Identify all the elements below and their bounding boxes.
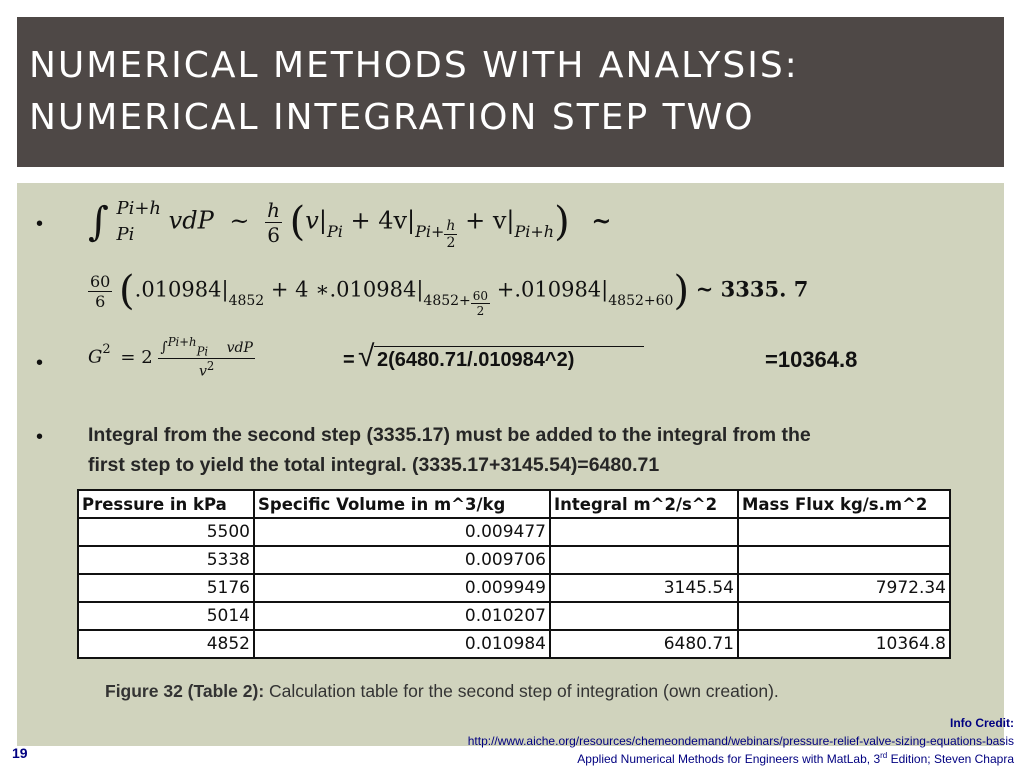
equation-1 — [88, 196, 612, 251]
right-paren: ) — [673, 268, 690, 314]
term-3-sub: 4852+60 — [608, 292, 674, 309]
sqrt-body: 2(6480.71/.010984^2) — [377, 349, 575, 371]
sub-fraction-60-2 — [471, 289, 490, 318]
fraction-numerator: h — [267, 197, 281, 222]
equals-two: = 2 — [120, 346, 153, 368]
cell-integral — [550, 602, 738, 630]
cell-pressure: 5500 — [78, 518, 254, 546]
bullet-1: • — [36, 213, 44, 235]
sub-fraction-numerator: 60 — [472, 288, 489, 303]
title-line-1: NUMERICAL METHODS WITH ANALYSIS: — [29, 45, 799, 86]
sub-fraction-h-2 — [444, 218, 457, 251]
right-paren: ) — [554, 199, 570, 245]
approx-sign: ~ — [229, 206, 250, 235]
equation-3 — [88, 335, 255, 380]
table-row — [78, 630, 950, 658]
fraction-denominator: 6 — [267, 222, 280, 247]
term-4v-sub: Pi+ — [415, 221, 445, 241]
equation-2 — [88, 268, 809, 318]
table-row — [78, 546, 950, 574]
left-paren: ( — [119, 268, 135, 314]
cell-integral — [550, 518, 738, 546]
cell-mass-flux — [738, 602, 950, 630]
cell-integral: 6480.71 — [550, 630, 738, 658]
cell-mass-flux — [738, 546, 950, 574]
sub-fraction-denominator: 2 — [446, 234, 456, 251]
cell-mass-flux: 7972.34 — [738, 574, 950, 602]
caption-text: Calculation table for the second step of integration (own creation). — [264, 681, 779, 701]
table-row — [78, 574, 950, 602]
credit-book-superscript: rd — [880, 751, 888, 760]
term-1: .010984| — [134, 277, 229, 302]
sqrt-equals: = — [343, 349, 355, 371]
fraction-numerator: 60 — [90, 271, 111, 291]
cell-pressure: 5338 — [78, 546, 254, 574]
title-bar — [17, 17, 1004, 167]
cell-specific-volume: 0.009706 — [254, 546, 550, 574]
paragraph-line-2: first step to yield the total integral. (3335.17+3145.54)=6480.71 — [88, 454, 660, 476]
g-result: =10364.8 — [765, 347, 858, 372]
credit-book-title: Applied Numerical Methods for Engineers with MatLab, 3 — [577, 752, 881, 766]
left-paren: ( — [289, 199, 306, 245]
slide-number: 19 — [12, 745, 28, 761]
term-2: + 4 ∗.010984| — [270, 277, 424, 302]
header-mass-flux: Mass Flux kg/s.m^2 — [738, 490, 950, 518]
header-integral: Integral m^2/s^2 — [550, 490, 738, 518]
term-v3: + v| — [465, 206, 515, 235]
header-specific-volume: Specific Volume in m^3/kg — [254, 490, 550, 518]
credit-book-author: Edition; Steven Chapra — [887, 752, 1014, 766]
table-header-row — [78, 490, 950, 518]
credit-heading: Info Credit: — [950, 716, 1014, 730]
cell-pressure: 5014 — [78, 602, 254, 630]
paragraph-line-1: Integral from the second step (3335.17) must be added to the integral from the — [88, 424, 811, 446]
cell-specific-volume: 0.010984 — [254, 630, 550, 658]
term-v1: v| — [305, 206, 327, 235]
figure-caption — [105, 681, 779, 702]
fraction-60-6 — [88, 272, 112, 311]
credit-book — [577, 751, 1014, 766]
integrand: vdP — [168, 206, 214, 235]
cell-mass-flux — [738, 518, 950, 546]
term-1-sub: 4852 — [228, 292, 265, 309]
g-fraction-numerator — [158, 335, 254, 359]
equation-2-result: ~ 3335. 7 — [695, 276, 809, 302]
cell-pressure: 5176 — [78, 574, 254, 602]
integral-sign: ∫ — [160, 339, 168, 356]
denominator-exponent: 2 — [206, 359, 215, 374]
bullet-2: • — [36, 352, 44, 374]
term-2-sub: 4852+ — [423, 292, 471, 309]
integral-upper-limit: Pi+h — [167, 335, 197, 349]
bullet-3: • — [36, 426, 44, 448]
cell-specific-volume: 0.009949 — [254, 574, 550, 602]
g-fraction-denominator — [158, 359, 254, 380]
sqrt-bar — [374, 346, 644, 347]
calculation-table — [77, 489, 951, 659]
sub-fraction-denominator: 2 — [476, 303, 485, 318]
table-row — [78, 602, 950, 630]
integrand: vdP — [226, 339, 253, 356]
caption-label: Figure 32 (Table 2): — [105, 681, 265, 701]
term-v3-sub: Pi+h — [514, 221, 555, 241]
integral-upper-limit: Pi+h — [116, 198, 162, 219]
cell-specific-volume: 0.010207 — [254, 602, 550, 630]
denominator-v: v — [198, 364, 207, 381]
cell-mass-flux: 10364.8 — [738, 630, 950, 658]
cell-specific-volume: 0.009477 — [254, 518, 550, 546]
trailing-approx: ~ — [591, 205, 612, 235]
term-3: +.010984| — [496, 277, 609, 302]
sub-fraction-numerator: h — [446, 217, 456, 234]
title-line-2: NUMERICAL INTEGRATION STEP TWO — [29, 97, 755, 138]
header-pressure: Pressure in kPa — [78, 490, 254, 518]
g-exponent: 2 — [102, 341, 111, 357]
g-symbol: G — [88, 346, 103, 368]
fraction-denominator: 6 — [95, 291, 106, 311]
term-v1-sub: Pi — [326, 221, 343, 241]
g-fraction — [158, 335, 254, 380]
integral-lower-limit: Pi — [196, 344, 209, 359]
term-4v: + 4v| — [350, 206, 416, 235]
integral-sign: ∫ — [88, 199, 109, 245]
cell-integral: 3145.54 — [550, 574, 738, 602]
table-row — [78, 518, 950, 546]
cell-integral — [550, 546, 738, 574]
integral-lower-limit: Pi — [116, 224, 135, 245]
sqrt-sign: √ — [358, 340, 375, 373]
credit-url[interactable]: http://www.aiche.org/resources/chemeondemand/webinars/pressure-relief-valve-sizing-equations-basis — [467, 734, 1014, 748]
cell-pressure: 4852 — [78, 630, 254, 658]
fraction-h-6 — [265, 198, 282, 247]
